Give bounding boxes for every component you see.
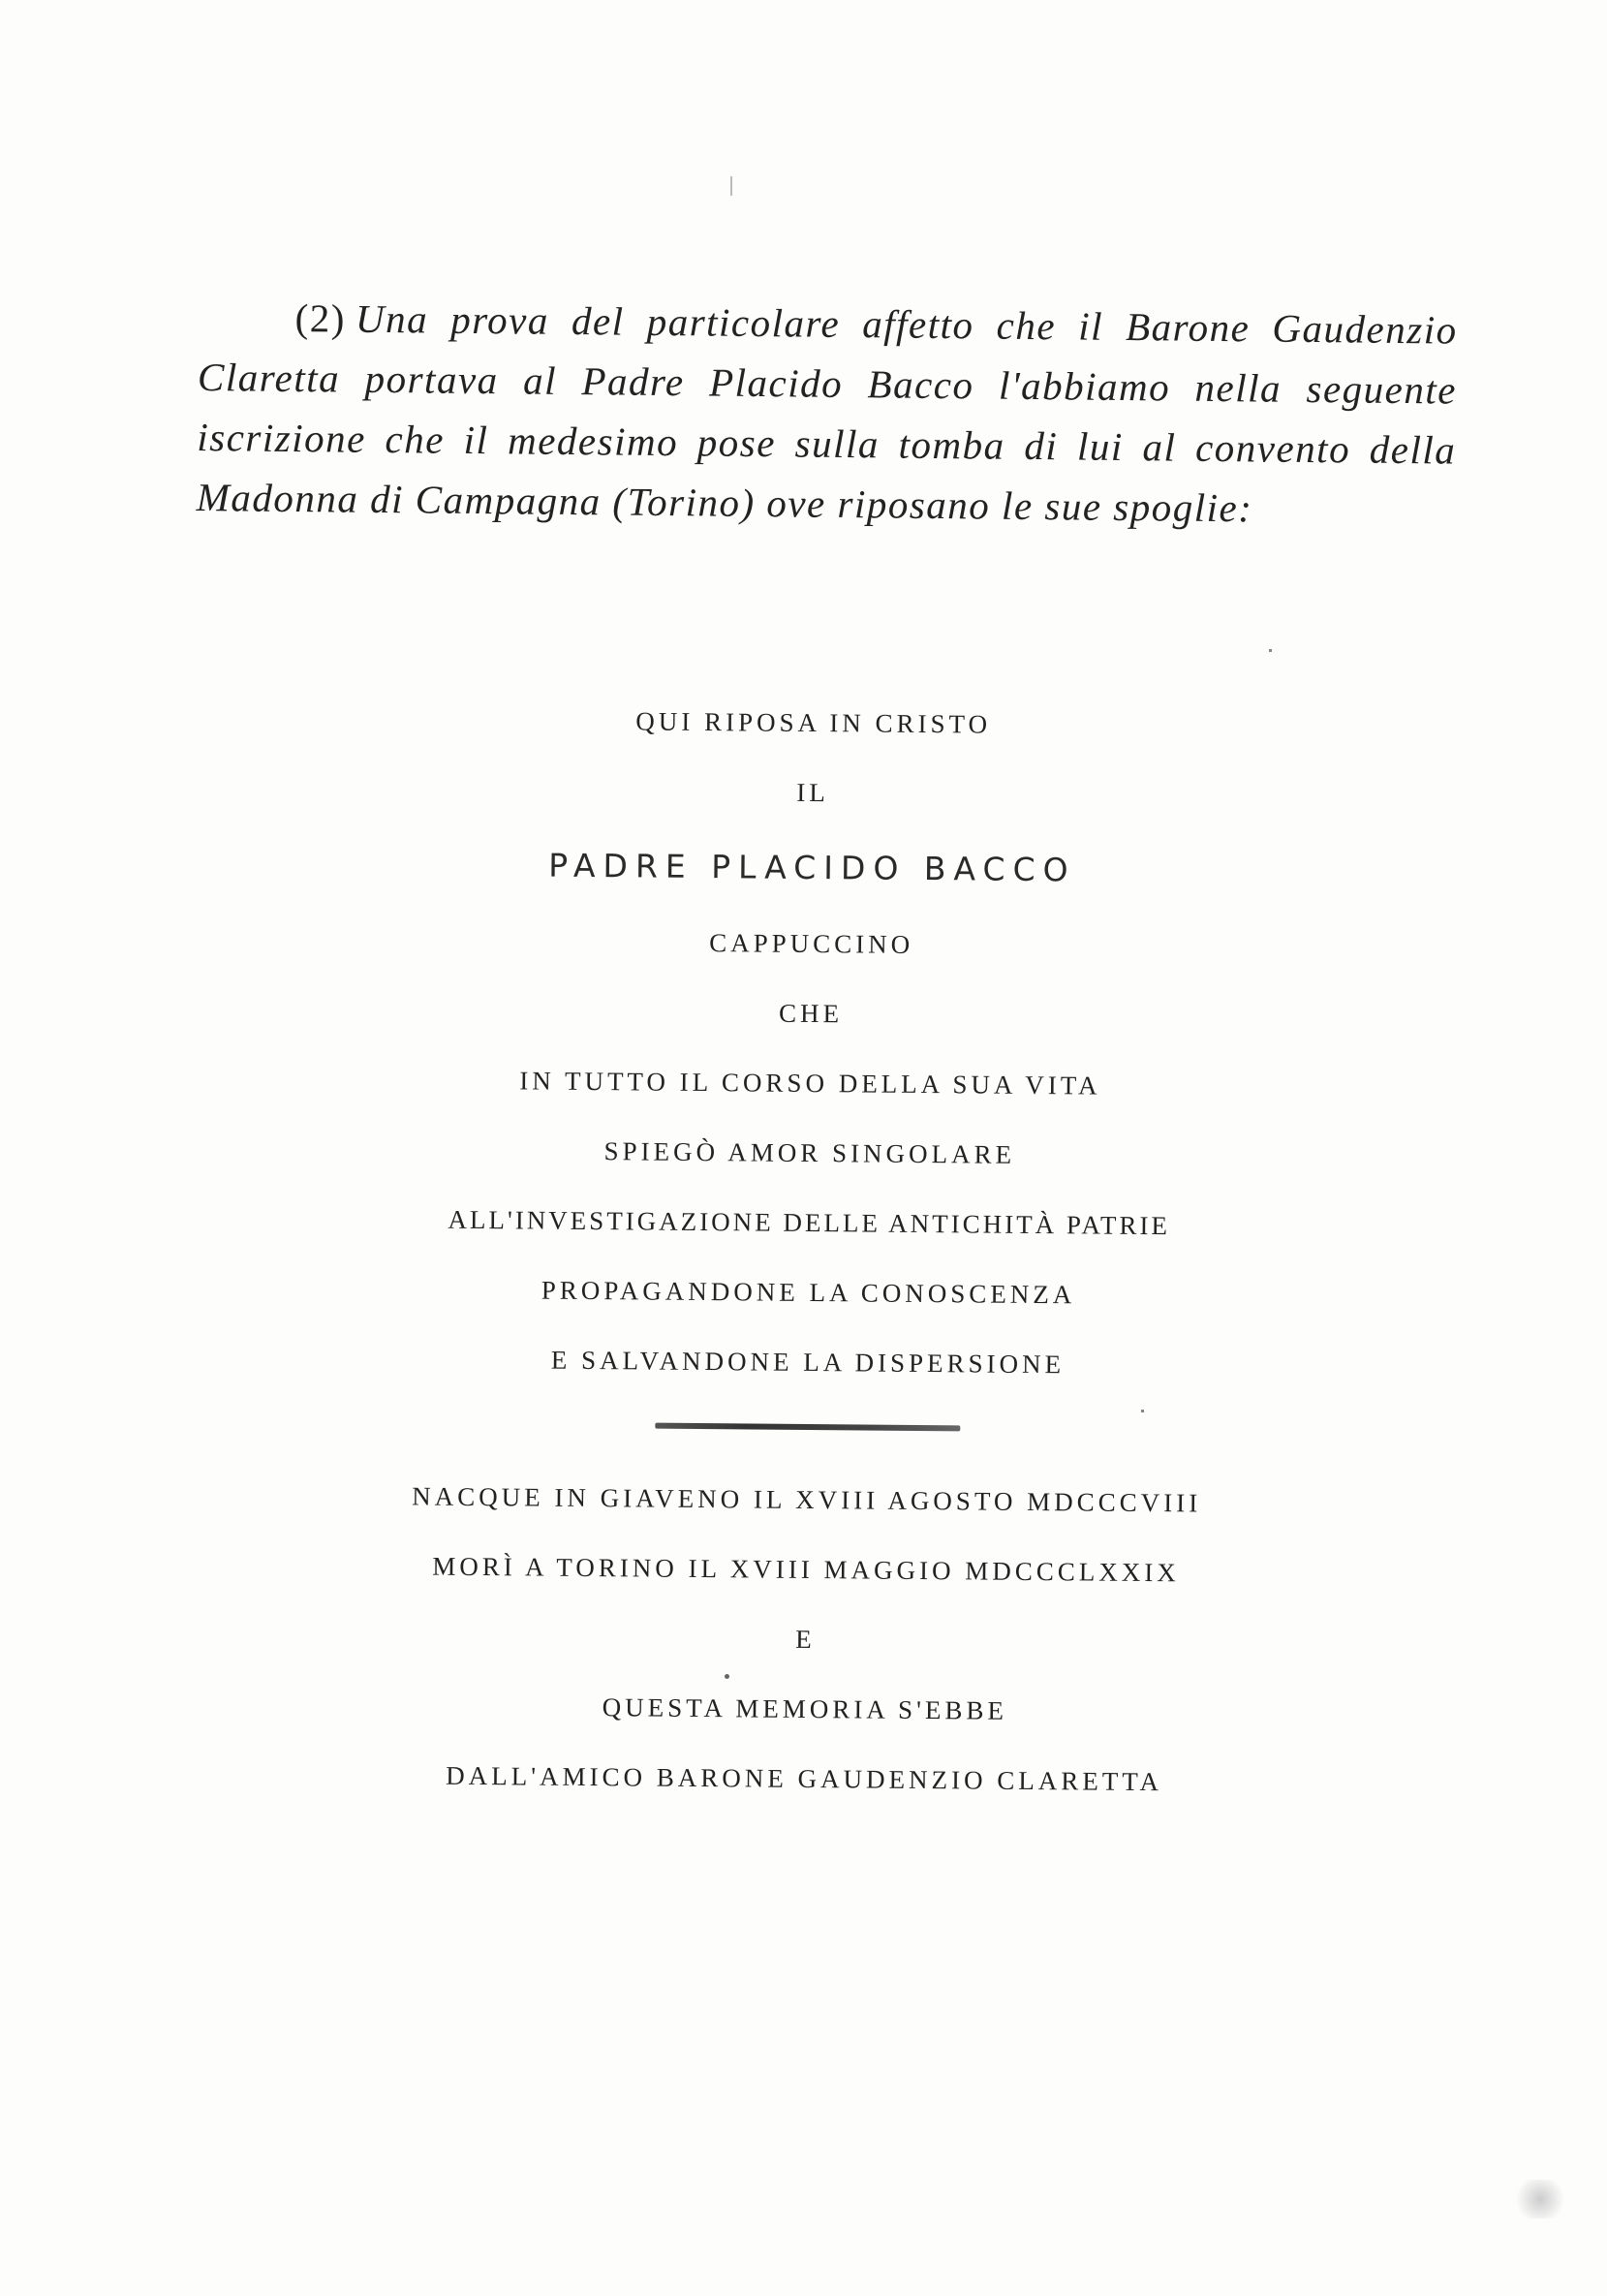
inscription-line: QUI RIPOSA IN CRISTO [635,706,992,739]
inscription-line: IL [796,777,829,808]
epitaph-inscription [339,684,1279,1817]
inscription-closing-line: MORÌ A TORINO IL XVIII MAGGIO MDCCCLXXIX [432,1551,1180,1588]
inscription-closing-line: DALL'AMICO BARONE GAUDENZIO CLARETTA [446,1760,1163,1797]
scan-smudge [1511,2180,1569,2218]
scan-speck [1141,1410,1144,1412]
inscription-name-line: PADRE PLACIDO BACCO [548,846,1076,889]
scan-mark [730,176,732,196]
inscription-line: E SALVANDONE LA DISPERSIONE [550,1345,1066,1380]
inscription-line: CAPPUCCINO [709,928,914,959]
inscription-line: ALL'INVESTIGAZIONE DELLE ANTICHITÀ PATRIE [448,1204,1171,1241]
inscription-line: IN TUTTO IL CORSO DELLA SUA VITA [519,1066,1101,1101]
inscription-closing-line: E [795,1624,816,1655]
scan-speck [725,1674,729,1679]
footnote-text: Una prova del particolare affetto che il Barone Gaudenzio Claretta portava al Padre Placido Bacco l'abbiamo nella seguente iscrizione che il medesimo pose sulla tomba di lui al convento della Madonna di Campagna (Torino) ove riposano le sue spoglie: [196,295,1458,531]
inscription-line: SPIEGÒ AMOR SINGOLARE [603,1136,1016,1169]
footnote-marker: (2) [294,295,347,341]
inscription-line: CHE [778,998,844,1029]
inscription-closing-line: NACQUE IN GIAVENO IL XVIII AGOSTO MDCCCVIII [412,1481,1202,1518]
inscription-divider [655,1423,960,1432]
scan-speck [1269,649,1272,652]
footnote-paragraph [196,287,1458,541]
inscription-closing-line: QUESTA MEMORIA S'EBBE [602,1692,1008,1725]
inscription-line: PROPAGANDONE LA CONOSCENZA [541,1275,1076,1310]
